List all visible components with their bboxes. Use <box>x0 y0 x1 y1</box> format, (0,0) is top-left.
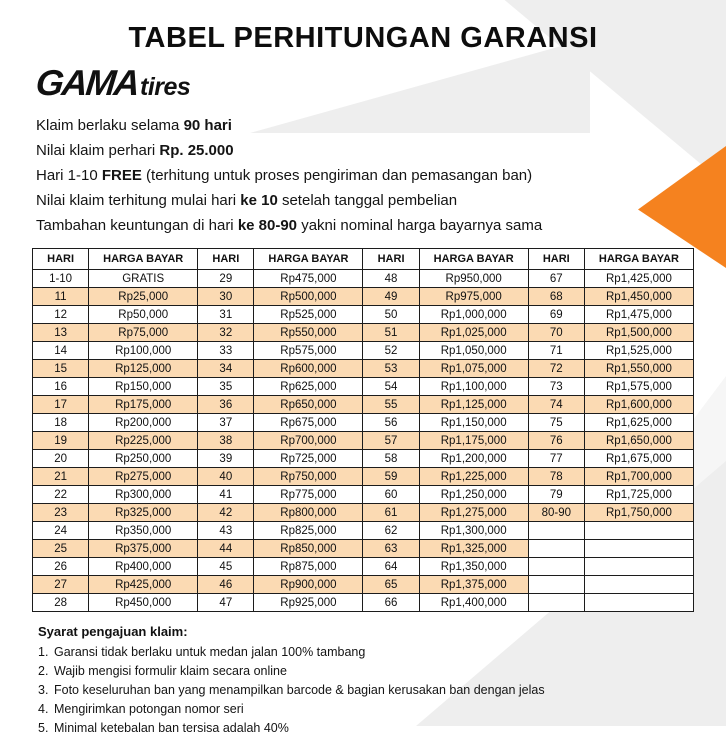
table-header-cell: HARI <box>198 249 254 270</box>
harga-cell: Rp1,325,000 <box>419 540 528 558</box>
harga-cell: Rp75,000 <box>89 324 198 342</box>
table-row <box>33 378 694 396</box>
line-text: Klaim berlaku selama <box>36 117 184 134</box>
harga-cell: Rp450,000 <box>89 594 198 612</box>
table-row <box>33 486 694 504</box>
harga-cell: Rp1,275,000 <box>419 504 528 522</box>
harga-cell: Rp550,000 <box>254 324 363 342</box>
harga-cell: Rp1,675,000 <box>584 450 693 468</box>
page-title: TABEL PERHITUNGAN GARANSI <box>128 22 598 54</box>
harga-cell: Rp350,000 <box>89 522 198 540</box>
harga-cell: Rp600,000 <box>254 360 363 378</box>
table-row <box>33 342 694 360</box>
line-bold-text: ke 10 <box>240 192 278 209</box>
harga-cell: Rp675,000 <box>254 414 363 432</box>
harga-cell: Rp750,000 <box>254 468 363 486</box>
logo-suffix-text: tires <box>140 73 191 101</box>
hari-cell <box>528 522 584 540</box>
hari-cell: 13 <box>33 324 89 342</box>
harga-cell <box>584 576 693 594</box>
harga-cell: Rp1,575,000 <box>584 378 693 396</box>
line-text: yakni nominal harga bayarnya sama <box>297 217 543 234</box>
harga-cell: Rp875,000 <box>254 558 363 576</box>
hari-cell: 71 <box>528 342 584 360</box>
claim-info-line <box>36 213 694 238</box>
claim-info-line <box>36 113 694 138</box>
terms-item <box>38 700 694 719</box>
hari-cell: 65 <box>363 576 419 594</box>
hari-cell: 49 <box>363 288 419 306</box>
harga-cell: Rp300,000 <box>89 486 198 504</box>
line-bold-text: ke 80-90 <box>237 217 298 234</box>
hari-cell: 54 <box>363 378 419 396</box>
table-row <box>33 540 694 558</box>
hari-cell: 46 <box>198 576 254 594</box>
table-row <box>33 468 694 486</box>
harga-cell: Rp1,200,000 <box>419 450 528 468</box>
hari-cell: 80-90 <box>528 504 584 522</box>
harga-cell: Rp125,000 <box>89 360 198 378</box>
hari-cell: 20 <box>33 450 89 468</box>
hari-cell: 35 <box>198 378 254 396</box>
terms-text: Garansi tidak berlaku untuk medan jalan 100% tambang <box>54 645 366 659</box>
harga-cell: Rp325,000 <box>89 504 198 522</box>
terms-text: Minimal ketebalan ban tersisa adalah 40% <box>54 721 289 735</box>
table-row <box>33 396 694 414</box>
hari-cell <box>528 558 584 576</box>
harga-cell: Rp700,000 <box>254 432 363 450</box>
harga-cell: Rp1,000,000 <box>419 306 528 324</box>
terms-text: Mengirimkan potongan nomor seri <box>54 702 244 716</box>
garansi-table <box>32 248 694 612</box>
hari-cell: 66 <box>363 594 419 612</box>
hari-cell: 11 <box>33 288 89 306</box>
hari-cell: 38 <box>198 432 254 450</box>
harga-cell: Rp825,000 <box>254 522 363 540</box>
terms-number: 5. <box>38 721 49 735</box>
hari-cell: 23 <box>33 504 89 522</box>
hari-cell: 58 <box>363 450 419 468</box>
line-bold-text: Rp. 25.000 <box>159 142 234 159</box>
table-header-cell: HARGA BAYAR <box>254 249 363 270</box>
harga-cell: Rp1,175,000 <box>419 432 528 450</box>
hari-cell: 16 <box>33 378 89 396</box>
harga-cell: Rp1,525,000 <box>584 342 693 360</box>
line-text: Hari 1-10 <box>36 167 102 184</box>
harga-cell: Rp950,000 <box>419 270 528 288</box>
hari-cell: 15 <box>33 360 89 378</box>
harga-cell: Rp375,000 <box>89 540 198 558</box>
harga-cell: Rp225,000 <box>89 432 198 450</box>
terms-item <box>38 719 694 738</box>
hari-cell: 67 <box>528 270 584 288</box>
line-bold-text: 90 hari <box>183 117 232 134</box>
harga-cell: Rp1,425,000 <box>584 270 693 288</box>
hari-cell <box>528 594 584 612</box>
hari-cell: 31 <box>198 306 254 324</box>
harga-cell: Rp625,000 <box>254 378 363 396</box>
hari-cell: 63 <box>363 540 419 558</box>
hari-cell: 48 <box>363 270 419 288</box>
hari-cell: 55 <box>363 396 419 414</box>
harga-cell: Rp1,550,000 <box>584 360 693 378</box>
harga-cell: Rp100,000 <box>89 342 198 360</box>
harga-cell: Rp525,000 <box>254 306 363 324</box>
hari-cell: 56 <box>363 414 419 432</box>
harga-cell: Rp25,000 <box>89 288 198 306</box>
table-row <box>33 594 694 612</box>
harga-cell: Rp1,500,000 <box>584 324 693 342</box>
hari-cell: 57 <box>363 432 419 450</box>
hari-cell: 33 <box>198 342 254 360</box>
harga-cell: Rp500,000 <box>254 288 363 306</box>
hari-cell: 52 <box>363 342 419 360</box>
hari-cell: 75 <box>528 414 584 432</box>
harga-cell: Rp1,450,000 <box>584 288 693 306</box>
harga-cell: Rp775,000 <box>254 486 363 504</box>
terms-item <box>38 643 694 662</box>
harga-cell: Rp850,000 <box>254 540 363 558</box>
harga-cell: Rp1,100,000 <box>419 378 528 396</box>
table-row <box>33 414 694 432</box>
harga-cell: Rp250,000 <box>89 450 198 468</box>
harga-cell: Rp1,300,000 <box>419 522 528 540</box>
harga-cell: Rp1,750,000 <box>584 504 693 522</box>
harga-cell: Rp200,000 <box>89 414 198 432</box>
line-text: (terhitung untuk proses pengiriman dan pemasangan ban) <box>141 167 533 184</box>
harga-cell: Rp800,000 <box>254 504 363 522</box>
harga-cell: Rp1,625,000 <box>584 414 693 432</box>
hari-cell: 73 <box>528 378 584 396</box>
hari-cell: 28 <box>33 594 89 612</box>
hari-cell: 44 <box>198 540 254 558</box>
hari-cell: 12 <box>33 306 89 324</box>
hari-cell: 59 <box>363 468 419 486</box>
harga-cell: Rp1,125,000 <box>419 396 528 414</box>
terms-text: Wajib mengisi formulir klaim secara online <box>54 664 287 678</box>
harga-cell: Rp1,050,000 <box>419 342 528 360</box>
line-text: setelah tanggal pembelian <box>277 192 458 209</box>
harga-cell: Rp925,000 <box>254 594 363 612</box>
table-header-cell: HARGA BAYAR <box>584 249 693 270</box>
line-text: Tambahan keuntungan di hari <box>36 217 238 234</box>
table-row <box>33 270 694 288</box>
harga-cell: Rp1,700,000 <box>584 468 693 486</box>
terms-number: 4. <box>38 702 49 716</box>
harga-cell: Rp575,000 <box>254 342 363 360</box>
harga-cell: Rp650,000 <box>254 396 363 414</box>
hari-cell: 61 <box>363 504 419 522</box>
hari-cell: 1-10 <box>33 270 89 288</box>
terms-section <box>38 624 694 738</box>
harga-cell: Rp1,075,000 <box>419 360 528 378</box>
line-text: Nilai klaim perhari <box>36 142 160 159</box>
terms-item <box>38 681 694 700</box>
hari-cell: 62 <box>363 522 419 540</box>
terms-text: Foto keseluruhan ban yang menampilkan barcode & bagian kerusakan ban dengan jelas <box>54 683 545 697</box>
hari-cell: 32 <box>198 324 254 342</box>
harga-cell: Rp975,000 <box>419 288 528 306</box>
claim-info-section <box>36 113 694 238</box>
hari-cell: 27 <box>33 576 89 594</box>
terms-number: 1. <box>38 645 49 659</box>
claim-info-line <box>36 163 694 188</box>
harga-cell: Rp1,475,000 <box>584 306 693 324</box>
hari-cell: 17 <box>33 396 89 414</box>
hari-cell: 79 <box>528 486 584 504</box>
claim-info-line <box>36 138 694 163</box>
table-header-cell: HARI <box>528 249 584 270</box>
terms-item <box>38 662 694 681</box>
hari-cell: 68 <box>528 288 584 306</box>
harga-cell: GRATIS <box>89 270 198 288</box>
harga-cell: Rp1,250,000 <box>419 486 528 504</box>
hari-cell: 36 <box>198 396 254 414</box>
harga-cell: Rp475,000 <box>254 270 363 288</box>
garansi-table-body <box>33 270 694 612</box>
claim-info-line <box>36 188 694 213</box>
harga-cell: Rp400,000 <box>89 558 198 576</box>
terms-number: 2. <box>38 664 49 678</box>
hari-cell: 69 <box>528 306 584 324</box>
hari-cell: 39 <box>198 450 254 468</box>
hari-cell: 70 <box>528 324 584 342</box>
table-row <box>33 576 694 594</box>
table-header-cell: HARGA BAYAR <box>419 249 528 270</box>
table-row <box>33 558 694 576</box>
hari-cell: 30 <box>198 288 254 306</box>
hari-cell: 18 <box>33 414 89 432</box>
hari-cell: 47 <box>198 594 254 612</box>
harga-cell: Rp1,400,000 <box>419 594 528 612</box>
table-header-cell: HARGA BAYAR <box>89 249 198 270</box>
hari-cell: 74 <box>528 396 584 414</box>
harga-cell: Rp50,000 <box>89 306 198 324</box>
hari-cell: 22 <box>33 486 89 504</box>
hari-cell: 41 <box>198 486 254 504</box>
table-row <box>33 522 694 540</box>
hari-cell <box>528 576 584 594</box>
hari-cell: 14 <box>33 342 89 360</box>
harga-cell: Rp1,600,000 <box>584 396 693 414</box>
hari-cell: 29 <box>198 270 254 288</box>
hari-cell: 25 <box>33 540 89 558</box>
harga-cell: Rp275,000 <box>89 468 198 486</box>
harga-cell: Rp175,000 <box>89 396 198 414</box>
harga-cell: Rp900,000 <box>254 576 363 594</box>
harga-cell: Rp725,000 <box>254 450 363 468</box>
hari-cell: 60 <box>363 486 419 504</box>
hari-cell: 53 <box>363 360 419 378</box>
gama-tires-logo <box>33 62 694 103</box>
harga-cell: Rp425,000 <box>89 576 198 594</box>
table-row <box>33 504 694 522</box>
hari-cell: 40 <box>198 468 254 486</box>
hari-cell: 43 <box>198 522 254 540</box>
terms-number: 3. <box>38 683 49 697</box>
hari-cell: 45 <box>198 558 254 576</box>
harga-cell: Rp1,150,000 <box>419 414 528 432</box>
line-bold-text: FREE <box>101 167 142 184</box>
table-header-row <box>33 249 694 270</box>
table-row <box>33 288 694 306</box>
harga-cell: Rp1,350,000 <box>419 558 528 576</box>
harga-cell <box>584 558 693 576</box>
table-row <box>33 360 694 378</box>
line-text: Nilai klaim terhitung mulai hari <box>36 192 241 209</box>
harga-cell <box>584 522 693 540</box>
hari-cell: 42 <box>198 504 254 522</box>
harga-cell: Rp1,650,000 <box>584 432 693 450</box>
hari-cell: 51 <box>363 324 419 342</box>
hari-cell <box>528 540 584 558</box>
hari-cell: 21 <box>33 468 89 486</box>
table-row <box>33 432 694 450</box>
hari-cell: 72 <box>528 360 584 378</box>
hari-cell: 50 <box>363 306 419 324</box>
harga-cell <box>584 540 693 558</box>
hari-cell: 19 <box>33 432 89 450</box>
hari-cell: 24 <box>33 522 89 540</box>
table-header-cell: HARI <box>33 249 89 270</box>
harga-cell: Rp150,000 <box>89 378 198 396</box>
harga-cell <box>584 594 693 612</box>
hari-cell: 77 <box>528 450 584 468</box>
hari-cell: 26 <box>33 558 89 576</box>
hari-cell: 78 <box>528 468 584 486</box>
harga-cell: Rp1,025,000 <box>419 324 528 342</box>
terms-title: Syarat pengajuan klaim: <box>38 624 188 639</box>
logo-brand-text: GAMA <box>33 62 141 103</box>
table-row <box>33 306 694 324</box>
table-header-cell: HARI <box>363 249 419 270</box>
table-row <box>33 450 694 468</box>
hari-cell: 37 <box>198 414 254 432</box>
hari-cell: 34 <box>198 360 254 378</box>
harga-cell: Rp1,225,000 <box>419 468 528 486</box>
harga-cell: Rp1,725,000 <box>584 486 693 504</box>
hari-cell: 76 <box>528 432 584 450</box>
hari-cell: 64 <box>363 558 419 576</box>
table-row <box>33 324 694 342</box>
harga-cell: Rp1,375,000 <box>419 576 528 594</box>
